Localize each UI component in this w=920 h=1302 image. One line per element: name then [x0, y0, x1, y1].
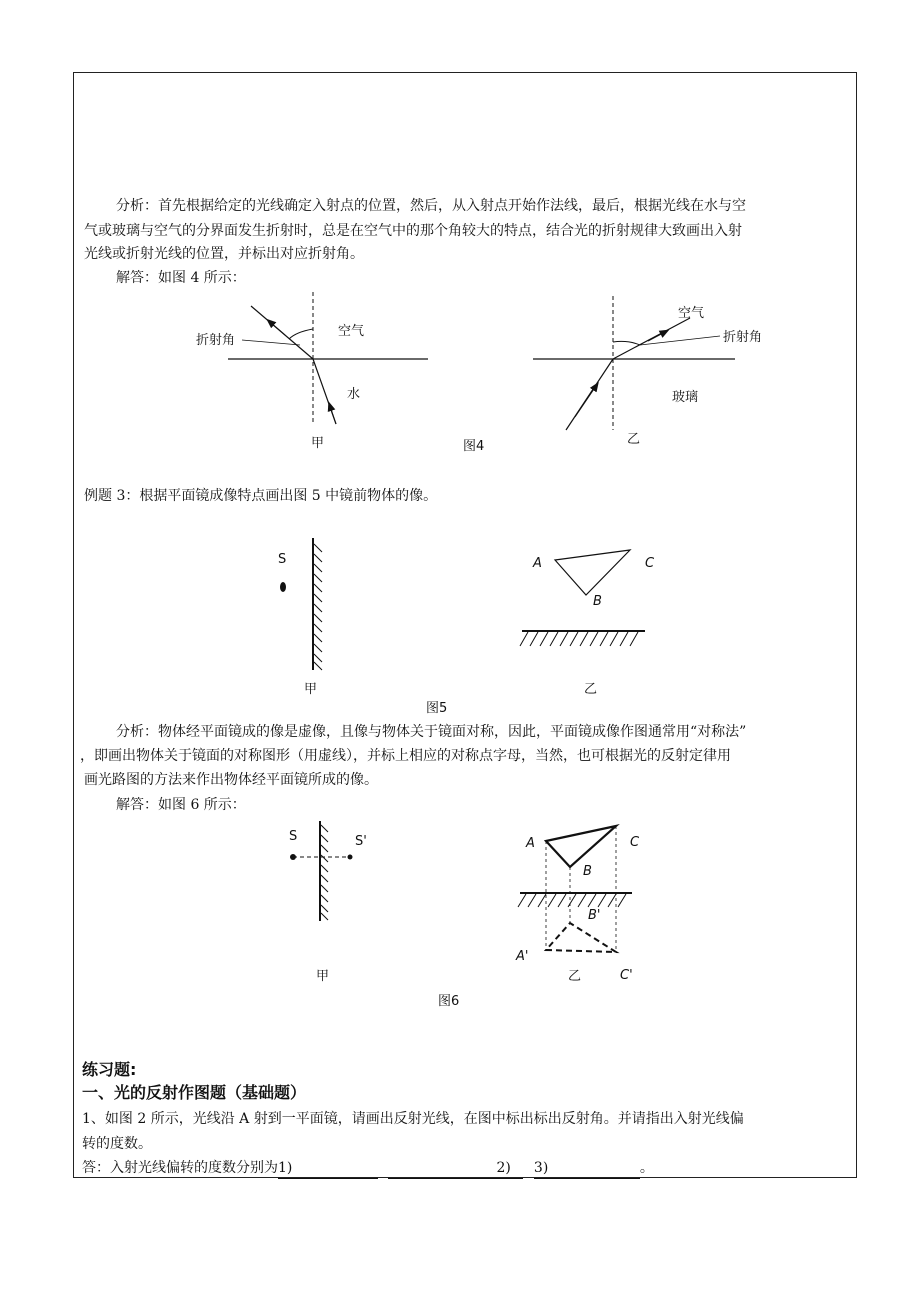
fig4-right-refraction-angle: 折射角	[723, 330, 763, 345]
figure-5-right	[520, 550, 655, 697]
analysis1-line3: 光线或折射光线的位置，并标出对应折射角。	[84, 246, 364, 262]
answer2: 解答：如图 6 所示：	[116, 797, 246, 813]
fig5-caption: 图5	[426, 701, 448, 716]
figure-5	[0, 530, 920, 720]
fig6-right-label: 乙	[568, 969, 582, 984]
fig5-b: B	[593, 594, 602, 609]
analysis1-line1: 分析：首先根据给定的光线确定入射点的位置，然后，从入射点开始作法线，最后，根据光线在水与空	[116, 198, 746, 214]
practice-section: 一、光的反射作图题（基础题）	[82, 1083, 307, 1102]
fig6-c-image: C'	[620, 968, 633, 983]
fig4-right-label: 乙	[627, 432, 641, 447]
fig6-left-label: 甲	[316, 969, 330, 984]
figure-5-left	[278, 538, 322, 697]
figure-6-right	[515, 826, 640, 984]
example3: 例题 3：根据平面镜成像特点画出图 5 中镜前物体的像。	[84, 488, 438, 504]
fig6-left-image: S'	[355, 834, 367, 849]
analysis2-line3: 画光路图的方法来作出物体经平面镜所成的像。	[84, 772, 378, 788]
fig6-a-image: A'	[516, 949, 529, 964]
analysis2-line2: ，即画出物体关于镜面的对称图形（用虚线），并标上相应的对称点字母，当然，也可根据光的反射定律用	[80, 748, 731, 764]
blank-3[interactable]: 3)	[534, 1158, 640, 1179]
q1-line1: 1、如图 2 所示，光线沿 A 射到一平面镜，请画出反射光线，在图中标出标出反射角。并请指出入射光线偏	[82, 1111, 744, 1127]
answer-end: 。	[639, 1160, 654, 1176]
fig6-b-image: B'	[588, 908, 601, 923]
fig6-left-point: S	[289, 829, 298, 844]
fig4-left-water: 水	[347, 387, 361, 402]
fig6-b: B	[583, 864, 592, 879]
practice-heading: 练习题:	[82, 1060, 137, 1079]
fig6-a: A	[526, 836, 535, 851]
fig4-left-label: 甲	[311, 436, 325, 451]
fig5-c: C	[645, 556, 655, 571]
analysis2-line1: 分析：物体经平面镜成的像是虚像，且像与物体关于镜面对称，因此，平面镜成像作图通常用“对称法”	[116, 724, 747, 740]
fig4-left-refraction-angle: 折射角	[196, 333, 236, 348]
fig6-caption: 图6	[438, 994, 460, 1009]
figure-6	[0, 815, 920, 1015]
figure-4-right	[533, 296, 762, 447]
figure-4-left	[196, 292, 428, 451]
answer-line	[82, 1158, 654, 1179]
answer1: 解答：如图 4 所示：	[116, 270, 246, 286]
analysis1-line2: 气或玻璃与空气的分界面发生折射时，总是在空气中的那个角较大的特点，结合光的折射规律大致画出入射	[84, 223, 742, 239]
blank-2[interactable]: 2)	[388, 1158, 523, 1179]
fig4-right-glass: 玻璃	[672, 390, 699, 405]
fig4-right-air: 空气	[678, 306, 705, 321]
q1-line2: 转的度数。	[82, 1136, 152, 1152]
fig5-right-label: 乙	[584, 682, 598, 697]
figure-6-left	[289, 821, 367, 984]
figure-4	[0, 290, 920, 460]
blank-1[interactable]: 1)	[278, 1158, 378, 1179]
answer-prefix: 答：入射光线偏转的度数分别为	[82, 1160, 278, 1176]
fig5-left-point: S	[278, 552, 287, 567]
fig5-a: A	[533, 556, 542, 571]
fig6-c: C	[630, 835, 640, 850]
fig5-left-label: 甲	[304, 682, 318, 697]
fig4-caption: 图4	[463, 439, 485, 454]
fig4-left-air: 空气	[338, 324, 365, 339]
